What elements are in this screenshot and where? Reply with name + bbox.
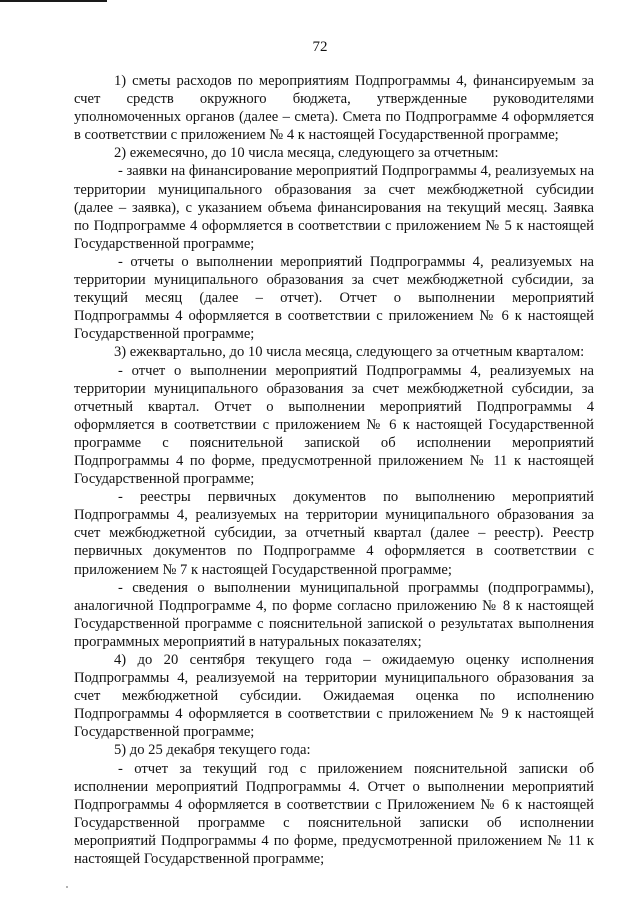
text-line: программных мероприятий в натуральных показателях; [74,633,422,650]
text-line: в соответствии с приложением № 4 к настоящей Государственной программе; [74,127,559,144]
text-line: - реестры первичных документов по выполнению мероприятий [118,489,594,506]
text-line: 4) до 20 сентября текущего года – ожидаемую оценку исполнения [114,652,594,668]
text-line: (далее – заявка), с указанием объема финансирования на текущий месяц. Заявка [74,199,594,216]
text-line: - сведения о выполнении муниципальной программы (подпрограммы), [118,579,594,596]
text-line: мероприятий Подпрограммы 4 по форме, предусмотренной приложением № 11 к [74,832,594,849]
text-line: Государственной программе с пояснительной записки об исполнении [74,814,594,831]
text-line: текущий месяц (далее – отчет). Отчет о выполнении мероприятий [74,290,594,307]
text-line: Государственной программе; [74,326,255,343]
text-line: аналогичной Подпрограмме 4, по форме согласно приложению № 8 к настоящей [74,597,594,614]
text-line: отчетный квартал. Отчет о выполнении мероприятий Подпрограммы 4 [74,398,594,415]
text-line: территории муниципального образования за счет межбюджетной субсидии [74,181,594,198]
text-line: уполномоченных органов (далее – смета). Смета по Подпрограмме 4 оформляется [74,109,594,126]
document-body [74,72,594,868]
text-line: 1) сметы расходов по мероприятиям Подпрограммы 4, финансируемым за [114,73,594,89]
text-line: программе с пояснительной запиской об исполнении мероприятий [74,434,594,451]
text-line: счет межбюджетной субсидии. Ожидаемая оценка по исполнению [74,688,594,705]
page-number: 72 [312,39,328,55]
text-line: счет средств окружного бюджета, утвержденные руководителями [74,91,594,108]
text-line: территории муниципального образования за счет межбюджетной субсидии, за [74,380,594,397]
text-line: Государственной программе; [74,724,255,741]
text-line: 5) до 25 декабря текущего года: [114,742,311,759]
text-line: исполнении мероприятий Подпрограммы 4. Отчет о выполнении мероприятий [74,778,594,795]
text-line: Подпрограммы 4, реализуемой на территории муниципального образования за [74,670,594,687]
text-line: - заявки на финансирование мероприятий Подпрограммы 4, реализуемых на [118,163,594,180]
text-line: Государственной программе; [74,235,255,252]
scan-edge-line [0,0,107,2]
text-line: Подпрограммы 4 оформляется в соответствии с приложением № 6 к настоящей [74,308,594,325]
text-line: Подпрограммы 4, реализуемых на территории муниципального образования за [74,507,594,524]
text-line: Подпрограммы 4 оформляется в соответствии с Приложением № 6 к настоящей [74,796,594,813]
text-line: Государственной программе; [74,471,255,488]
text-line: оформляется в соответствии с приложением № 6 к настоящей Государственной [74,416,594,433]
text-line: территории муниципального образования за счет межбюджетной субсидии, за [74,272,594,289]
text-line: Подпрограммы 4 оформляется в соответствии с приложением № 9 к настоящей [74,706,594,723]
text-line: настоящей Государственной программе; [74,851,325,868]
text-line: 2) ежемесячно, до 10 числа месяца, следующего за отчетным: [114,145,499,162]
scan-speck [66,886,68,888]
text-line: - отчет за текущий год с приложением пояснительной записки об [118,760,594,777]
text-line: - отчет о выполнении мероприятий Подпрограммы 4, реализуемых на [118,362,594,379]
text-line: приложением № 7 к настоящей Государственной программе; [74,561,452,578]
text-line: счет межбюджетной субсидии, за отчетный квартал (далее – реестр). Реестр [74,525,594,542]
text-line: по Подпрограмме 4 оформляется в соответствии с приложением № 5 к настоящей [74,217,594,234]
text-line: Государственной программе с пояснительной запиской о результатах выполнения [74,615,594,632]
text-line: первичных документов по Подпрограмме 4 оформляется в соответствии с [74,543,594,560]
text-line: - отчеты о выполнении мероприятий Подпрограммы 4, реализуемых на [118,253,594,270]
text-line: 3) ежеквартально, до 10 числа месяца, следующего за отчетным кварталом: [114,344,585,361]
text-line: Подпрограммы 4 по форме, предусмотренной приложением № 11 к настоящей [74,452,594,469]
